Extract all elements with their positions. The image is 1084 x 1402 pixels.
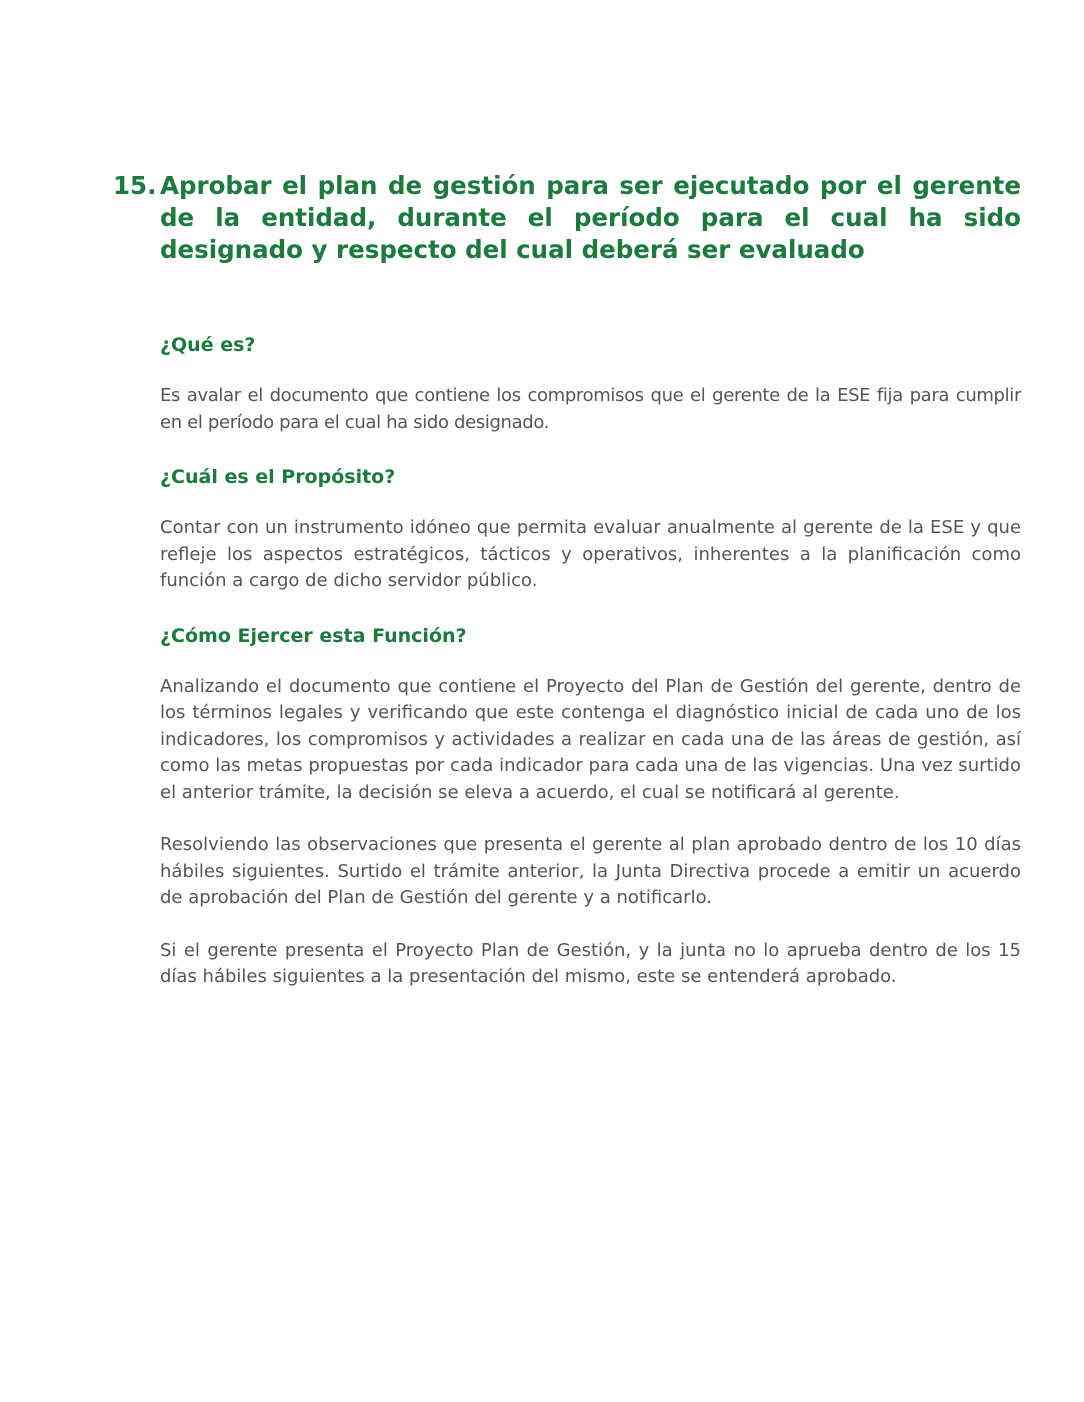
paragraph-proposito: Contar con un instrumento idóneo que permita evaluar anualmente al gerente de la ESE y que refleje los aspectos estratégicos, tácticos y operativos, inherentes a la planificación como función a cargo de dicho servidor público. bbox=[160, 517, 1021, 591]
section-title: Aprobar el plan de gestión para ser ejecutado por el gerente de la entidad, durante el período para el cual ha sido designado y respecto del cual deberá ser evaluado bbox=[160, 171, 1021, 264]
section-content bbox=[160, 330, 1021, 991]
paragraph-que-es: Es avalar el documento que contiene los compromisos que el gerente de la ESE fija para cumplir en el período para el cual ha sido designado. bbox=[160, 385, 1021, 433]
section-number: 15. bbox=[113, 171, 157, 200]
paragraph-como-ejercer-1: Analizando el documento que contiene el Proyecto del Plan de Gestión del gerente, dentro de los términos legales y verificando que este contenga el diagnóstico inicial de cada uno de los indicadores, los compromisos y actividades a realizar en cada una de las áreas de gestión, así como las metas propuestas por cada indicador para cada una de las vigencias. Una vez surtido el anterior trámite, la decisión se eleva a acuerdo, el cual se notificará al gerente. bbox=[160, 675, 1021, 803]
subheading-como-ejercer: ¿Cómo Ejercer esta Función? bbox=[160, 624, 467, 647]
section-heading bbox=[113, 170, 1021, 266]
subheading-que-es: ¿Qué es? bbox=[160, 334, 256, 356]
paragraph-como-ejercer-3: Si el gerente presenta el Proyecto Plan de Gestión, y la junta no lo aprueba dentro de los 15 días hábiles siguientes a la presentación del mismo, este se entenderá aprobado. bbox=[160, 939, 1021, 987]
paragraph-como-ejercer-2: Resolviendo las observaciones que presenta el gerente al plan aprobado dentro de los 10 días hábiles siguientes. Surtido el trámite anterior, la Junta Directiva procede a emitir un acuerdo de aprobación del Plan de Gestión del gerente y a notificarlo. bbox=[160, 834, 1021, 908]
subheading-proposito: ¿Cuál es el Propósito? bbox=[160, 466, 396, 488]
